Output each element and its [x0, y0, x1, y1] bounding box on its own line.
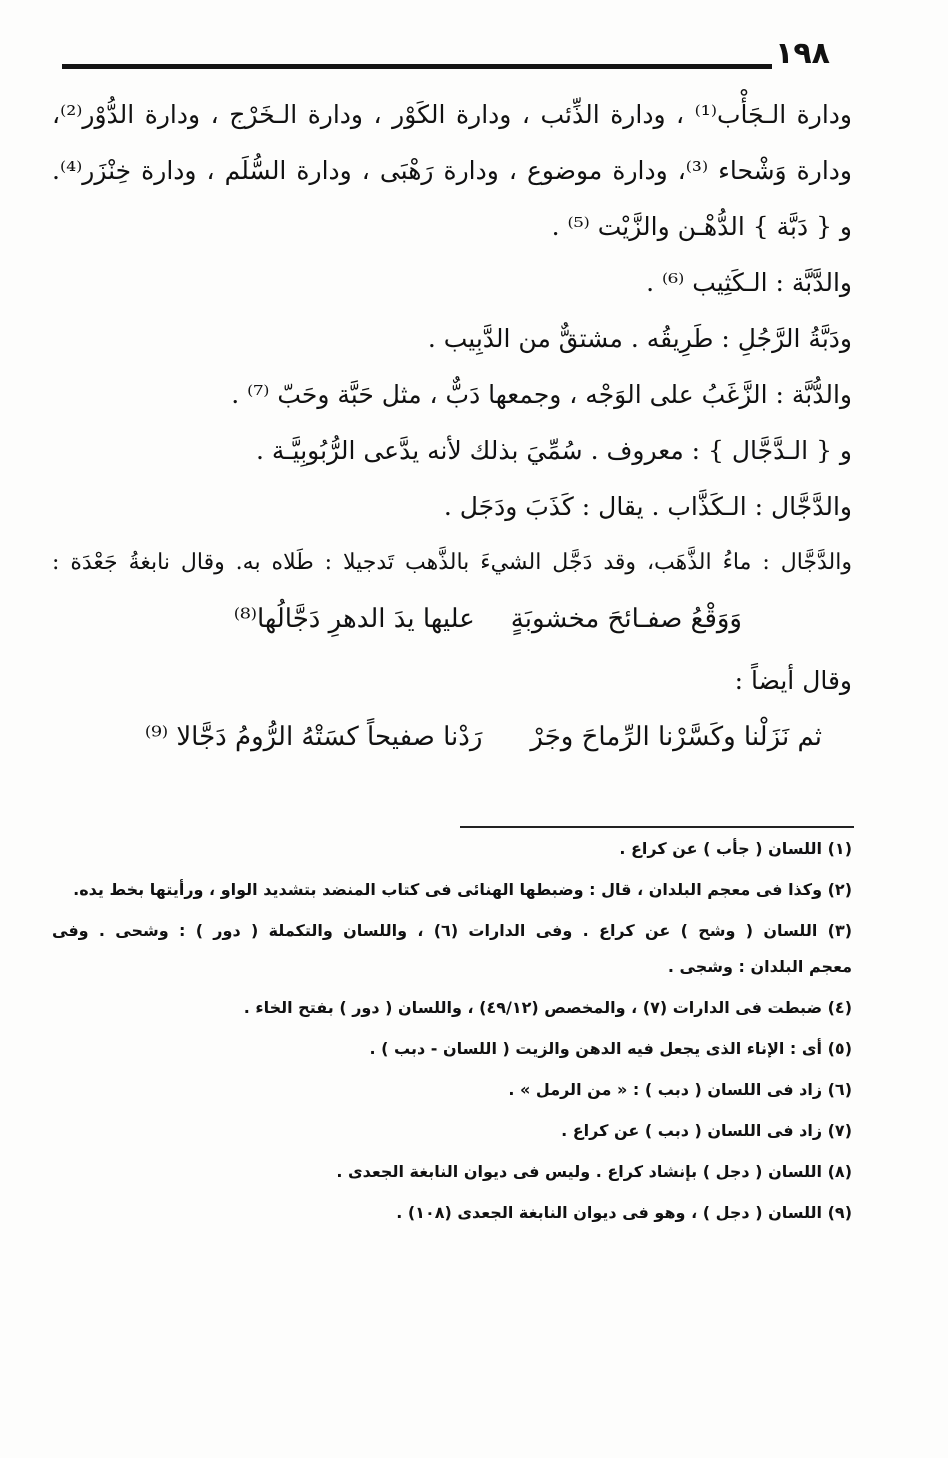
- poetry-verse: [52, 722, 852, 784]
- header-rule: [62, 64, 772, 69]
- text-line: والدَّجَّال : ماءُ الذَّهَب، وقد دَجَّل الشيءَ بالذَّهب تَدجيلا : طَلاه به. وقال نابغةُ جَعْدَة :: [52, 550, 852, 575]
- text-line: وقال أيضاً :: [734, 666, 852, 695]
- text-line: و { الـدَّجَّال } : معروف . سُمِّيَ بذلك لأنه يدَّعى الرُّبُوبِيَّـة .: [256, 436, 852, 465]
- footnote-continuation: معجم البلدان : وشجى .: [667, 957, 852, 976]
- text-line: ودارة الـجَأْب⁽¹⁾ ، ودارة الذِّئب ، ودارة الكَوْر ، ودارة الـخَرْج ، ودارة الدُّوْر⁽²⁾،: [52, 100, 852, 129]
- page-number: ١٩٨: [775, 36, 830, 71]
- text-line: و { دَبَّة } الدُّهْـن والزَّيْت ⁽⁵⁾ .: [551, 212, 852, 241]
- text-line: والدَّبَّة : الـكَثِيب ⁽⁶⁾ .: [646, 268, 852, 297]
- text-line: والدَّجَّال : الـكَذَّاب . يقال : كَذَبَ ودَجَل .: [443, 492, 852, 521]
- main-text: [52, 100, 852, 784]
- footnote: (١) اللسان ( جأب ) عن كراع .: [619, 839, 852, 858]
- footnote: (٥) أى : الإناء الذى يجعل فيه الدهن والزيت ( اللسان - دبب ) .: [369, 1039, 852, 1058]
- verse-second-hemistich: رَدْنا صفيحاً كسَتْهُ الرُّومُ دَجَّالا ⁽⁹⁾: [144, 722, 483, 752]
- footnote: (٩) اللسان ( دجل ) ، وهو فى ديوان النابغة الجعدى (١٠٨) .: [396, 1203, 852, 1222]
- text-line: ودارة وَشْحاء ⁽³⁾، ودارة موضوع ، ودارة رَهْبَى ، ودارة السُّلَم ، ودارة خِنْزَر⁽⁴⁾.: [52, 156, 852, 185]
- footnote: (٤) ضبطت فى الدارات (٧) ، والمخصص (٤٩/١٢) ، واللسان ( دور ) بفتح الخاء .: [243, 998, 852, 1017]
- footnote: (٢) وكذا فى معجم البلدان ، قال : وضبطها الهنائى فى كتاب المنضد بتشديد الواو ، ورأيتها بخط يده.: [73, 880, 852, 899]
- footnote-separator: [460, 826, 854, 828]
- text-line: والدُّبَّة : الزَّغَبُ على الوَجْه ، وجمعها دَبٌّ ، مثل حَبَّة وحَبّ ⁽⁷⁾ .: [231, 380, 852, 409]
- verse-second-hemistich: عليها يدَ الدهرِ دَجَّالُها⁽⁸⁾: [233, 604, 475, 634]
- verse-first-hemistich: وَوَقْعُ صفـائحَ مخشوبَةٍ: [510, 604, 742, 634]
- footnote: (٧) زاد فى اللسان ( دبب ) عن كراع .: [561, 1121, 852, 1140]
- footnote: (٨) اللسان ( دجل ) بإنشاد كراع . وليس فى ديوان النابغة الجعدى .: [336, 1162, 852, 1181]
- footnote: (٣) اللسان ( وشح ) عن كراع . وفى الدارات (٦) ، واللسان والتكملة ( دور ) : وشحى . وفى: [52, 921, 853, 940]
- footnotes: [52, 838, 852, 1243]
- poetry-verse: [52, 604, 852, 666]
- verse-first-hemistich: ثم نَزَلْنا وكَسَّرْنا الرِّماحَ وجَرْ: [530, 722, 822, 752]
- text-line: ودَبَّةُ الرَّجُلِ : طَرِيقُه . مشتقٌّ من الدَّبِيب .: [427, 324, 852, 353]
- footnote: (٦) زاد فى اللسان ( دبب ) : « من الرمل » .: [508, 1080, 852, 1099]
